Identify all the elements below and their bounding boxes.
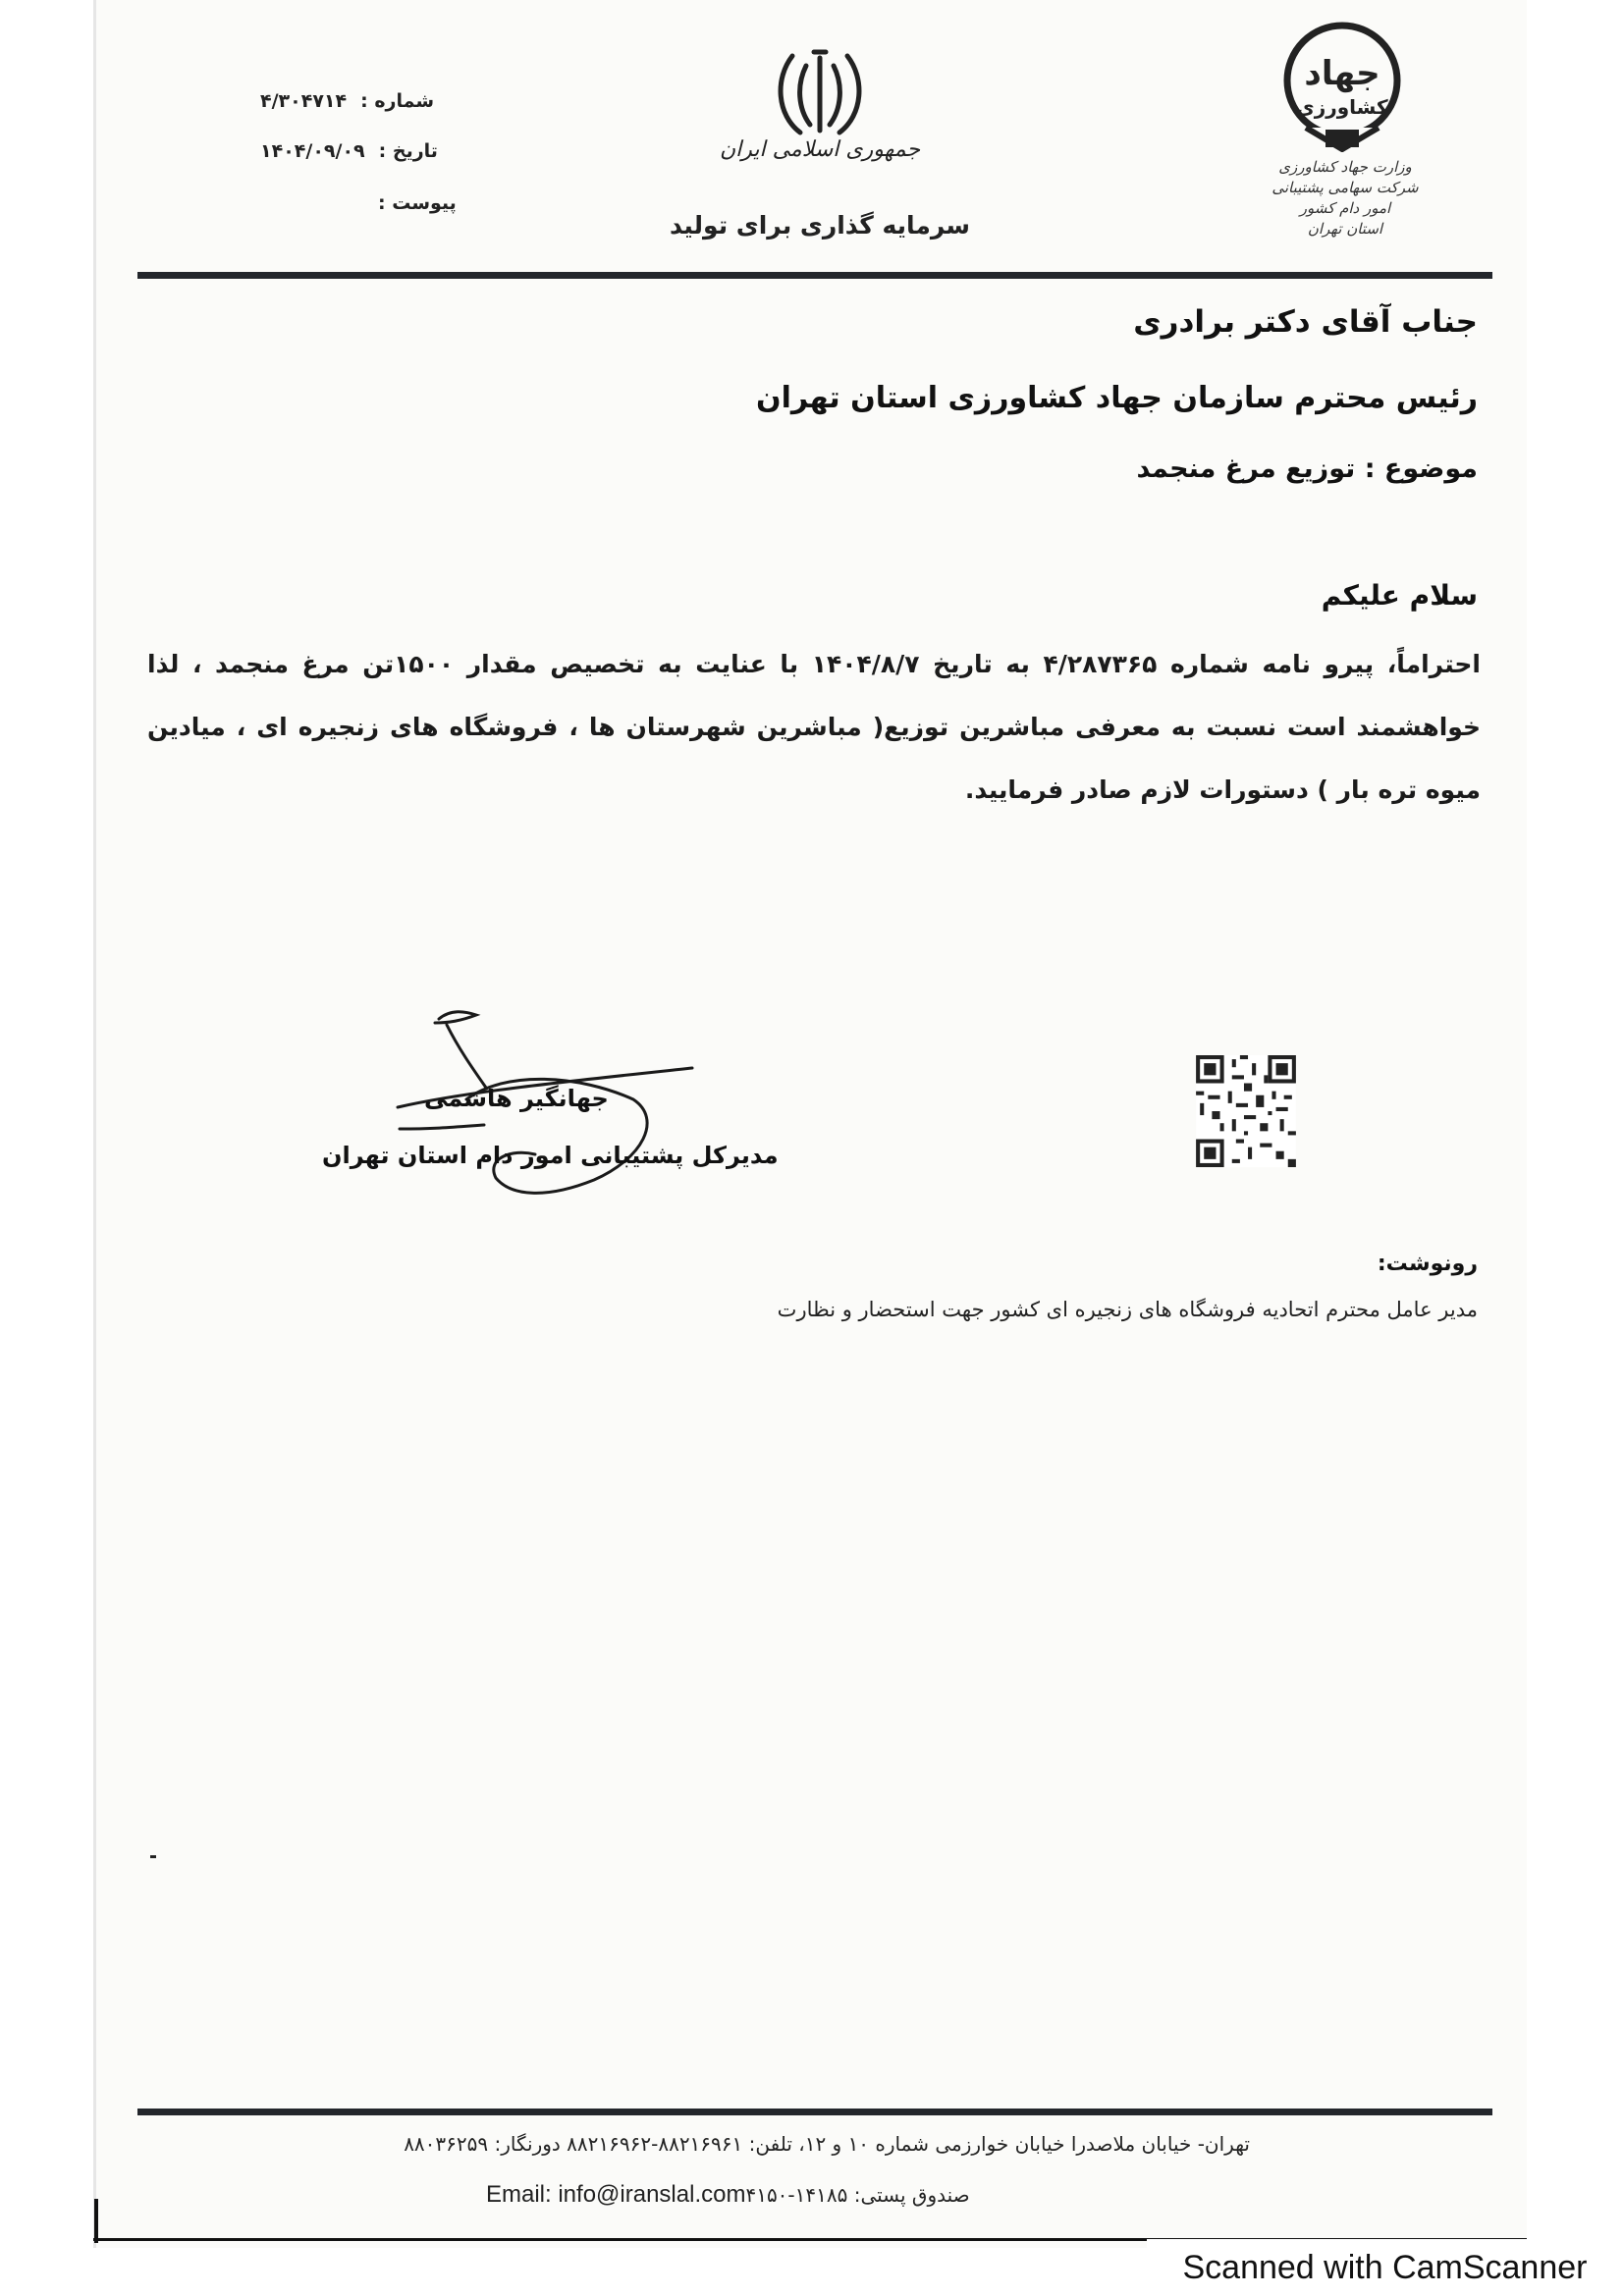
body-paragraph: احتراماً، پیرو نامه شماره ۴/۲۸۷۳۶۵ به تاریخ ۱۴۰۴/۸/۷ با عنایت به تخصیص مقدار ۱۵۰۰تن مرغ منجمد ، لذا خواهشمند است نسبت به معرفی مباشرین توزیع( مباشرین شهرستان ها ، فروشگاه های زنجیره ای ، میادین میوه تره بار ) دستورات لازم صادر فرمایید. [147, 650, 1481, 804]
footer-email: Email: info@iranslal.com [486, 2181, 746, 2208]
signatory-name: جهانگیر هاشمی [424, 1085, 609, 1112]
letter-date-value: ۱۴۰۴/۰۹/۰۹ [260, 140, 365, 162]
addressee-name: جناب آقای دکتر برادری [1133, 304, 1478, 340]
addressee-title: رئیس محترم سازمان جهاد کشاورزی استان تهران [756, 381, 1478, 415]
cc-title: رونوشت: [1377, 1252, 1478, 1276]
year-slogan: سرمایه گذاری برای تولید [669, 211, 971, 240]
signatory-title: مدیرکل پشتیبانی امور دام استان تهران [322, 1142, 779, 1169]
letter-number [260, 90, 434, 112]
ministry-line-3: استان تهران [1307, 220, 1383, 238]
camscanner-watermark: Scanned with CamScanner [1147, 2239, 1623, 2296]
ministry-caption [1267, 157, 1424, 240]
letter-subject: موضوع : توزیع مرغ منجمد [1136, 454, 1478, 484]
footer-contact [486, 2181, 992, 2209]
republic-text: جمهوری اسلامی ایران [719, 137, 921, 162]
header-rule [137, 272, 1492, 279]
footer-address: تهران- خیابان ملاصدرا خیابان خوارزمی شماره ۱۰ و ۱۲، تلفن: ۸۸۲۱۶۹۶۱-۸۸۲۱۶۹۶۲ دورنگار: ۸۸۰۳۶۲۵۹ [404, 2132, 1250, 2156]
logo-subtitle-text: کشاورزی [1296, 95, 1388, 119]
letter-number-value: ۴/۳۰۴۷۱۴ [260, 90, 348, 112]
jahad-keshavarzi-logo [1276, 20, 1409, 152]
logo-title-text: جهاد [1304, 54, 1380, 93]
letter-attachment-label: پیوست : [378, 192, 457, 214]
letter-date-label: تاریخ : [378, 140, 438, 162]
footer-postbox: صندوق پستی: ۱۴۱۸۵-۴۱۵۰ [745, 2183, 970, 2207]
letter-number-label: شماره : [360, 90, 435, 112]
footer-rule [137, 2109, 1492, 2115]
ministry-line-2: شرکت سهامی پشتیبانی امور دام کشور [1271, 179, 1419, 217]
cc-recipient: مدیر عامل محترم اتحادیه فروشگاه های زنجیره ای کشور جهت استحضار و نظارت [777, 1298, 1478, 1321]
greeting: سلام علیکم [1321, 579, 1478, 612]
qr-code[interactable] [1196, 1055, 1296, 1167]
ministry-line-1: وزارت جهاد کشاورزی [1278, 158, 1412, 176]
iran-emblem-icon [771, 44, 869, 142]
letter-attachment [378, 192, 457, 214]
scan-corner [94, 2199, 98, 2243]
letter-date [260, 140, 438, 162]
scan-edge-left [93, 0, 96, 2248]
stray-mark [150, 1855, 156, 1858]
